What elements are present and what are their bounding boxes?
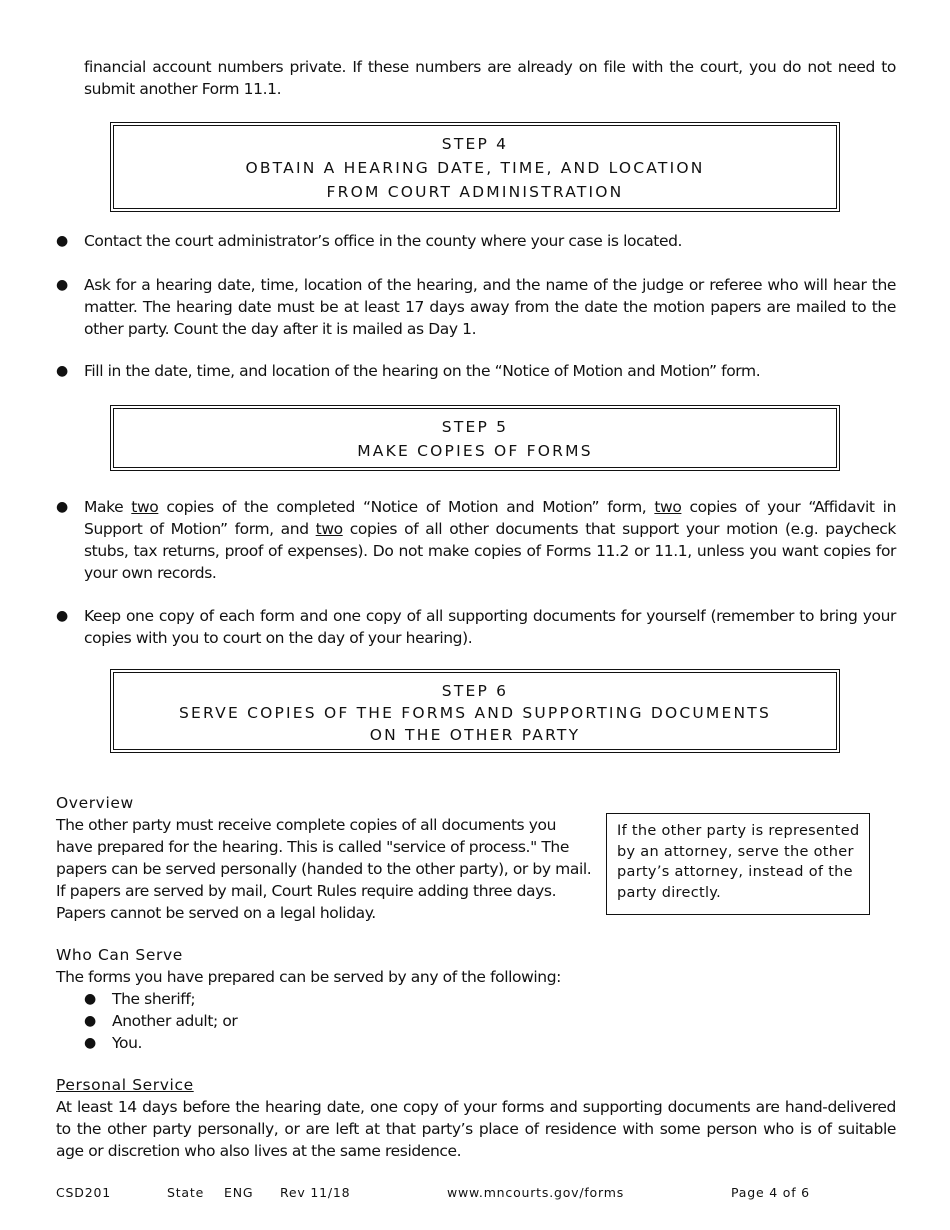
page-footer bbox=[0, 1185, 950, 1205]
bullet-icon: ● bbox=[84, 1035, 96, 1051]
emphasis-two: two bbox=[654, 498, 682, 516]
who-can-serve-heading: Who Can Serve bbox=[56, 946, 183, 964]
page-number: Page 4 of 6 bbox=[731, 1185, 810, 1200]
emphasis-two: two bbox=[315, 520, 343, 538]
step-6-subtitle-line-1: SERVE COPIES OF THE FORMS AND SUPPORTING DOCUMENTS bbox=[178, 704, 771, 722]
list-item: ● Make two copies of the completed “Notice of Motion and Motion” form, two copies of your “Affidavit in Support of Motion” form, and two copies of all other documents that support your motion (e.g. paycheck stubs, tax returns, proof of expenses). Do not make copies of Forms 11.2 or 11.1, unless you want copies for your own records. bbox=[56, 498, 896, 582]
step-6-subtitle-line-2: ON THE OTHER PARTY bbox=[369, 726, 581, 744]
step-5-bullet-list bbox=[56, 496, 896, 649]
footer-language: ENG bbox=[224, 1185, 254, 1200]
intro-paragraph: financial account numbers private. If these numbers are already on file with the court, you do not need to submit another Form 11.1. bbox=[84, 58, 896, 98]
bullet-icon: ● bbox=[56, 608, 68, 624]
list-item: ● You. bbox=[84, 1034, 143, 1052]
overview-heading: Overview bbox=[56, 794, 134, 812]
server-list bbox=[56, 988, 896, 1054]
step-4-bullet-list bbox=[56, 230, 896, 382]
step-4-title: STEP 4 bbox=[441, 135, 509, 153]
step-5-header-box bbox=[110, 405, 840, 471]
bullet-icon: ● bbox=[56, 233, 68, 249]
personal-service-heading: Personal Service bbox=[56, 1076, 194, 1094]
personal-service-section bbox=[56, 1074, 896, 1162]
list-item: ● Another adult; or bbox=[84, 1012, 238, 1030]
overview-section bbox=[56, 792, 596, 924]
step-6-title: STEP 6 bbox=[441, 682, 509, 700]
step-6-header-box bbox=[110, 669, 840, 753]
step-4-subtitle-line-1: OBTAIN A HEARING DATE, TIME, AND LOCATION bbox=[245, 159, 705, 177]
list-item: ● Fill in the date, time, and location of the hearing on the “Notice of Motion and Motion” form. bbox=[56, 362, 761, 380]
who-can-serve-section bbox=[56, 944, 896, 1054]
step-4-subtitle-line-2: FROM COURT ADMINISTRATION bbox=[326, 183, 624, 201]
footer-url: www.mncourts.gov/forms bbox=[447, 1185, 625, 1200]
bullet-icon: ● bbox=[84, 1013, 96, 1029]
list-item: ● The sheriff; bbox=[84, 990, 196, 1008]
list-item: ● Contact the court administrator’s office in the county where your case is located. bbox=[56, 232, 683, 250]
step-4-header-box bbox=[110, 122, 840, 212]
step-5-subtitle: MAKE COPIES OF FORMS bbox=[357, 442, 593, 460]
overview-paragraph: The other party must receive complete copies of all documents you have prepared for the hearing. This is called "service of process." The papers can be served personally (handed to the other party), or by mail. If papers are served by mail, Court Rules require adding three days. Papers cannot be served on a legal holiday. bbox=[56, 816, 592, 922]
list-item: ● Keep one copy of each form and one copy of all supporting documents for yourself (remember to bring your copies with you to court on the day of your hearing). bbox=[56, 607, 896, 647]
footer-revision: Rev 11/18 bbox=[280, 1185, 351, 1200]
bullet-icon: ● bbox=[56, 277, 68, 293]
bullet-icon: ● bbox=[56, 363, 68, 379]
step-5-title: STEP 5 bbox=[441, 418, 509, 436]
list-item: ● Ask for a hearing date, time, location of the hearing, and the name of the judge or referee who will hear the matter. The hearing date must be at least 17 days away from the date the motion papers are mailed to the other party. Count the day after it is mailed as Day 1. bbox=[56, 276, 896, 338]
form-id: CSD201 bbox=[56, 1185, 111, 1200]
who-can-serve-intro: The forms you have prepared can be served by any of the following: bbox=[56, 968, 561, 986]
emphasis-two: two bbox=[131, 498, 159, 516]
bullet-icon: ● bbox=[84, 991, 96, 1007]
bullet-icon: ● bbox=[56, 499, 68, 515]
footer-state: State bbox=[167, 1185, 205, 1200]
personal-service-paragraph: At least 14 days before the hearing date, one copy of your forms and supporting documents are hand-delivered to the other party personally, or are left at that party’s place of residence with some person who is of suitable age or discretion who also lives at the same residence. bbox=[56, 1098, 896, 1160]
attorney-note-box: If the other party is represented by an attorney, serve the other party’s attorney, instead of the party directly. bbox=[606, 813, 870, 915]
